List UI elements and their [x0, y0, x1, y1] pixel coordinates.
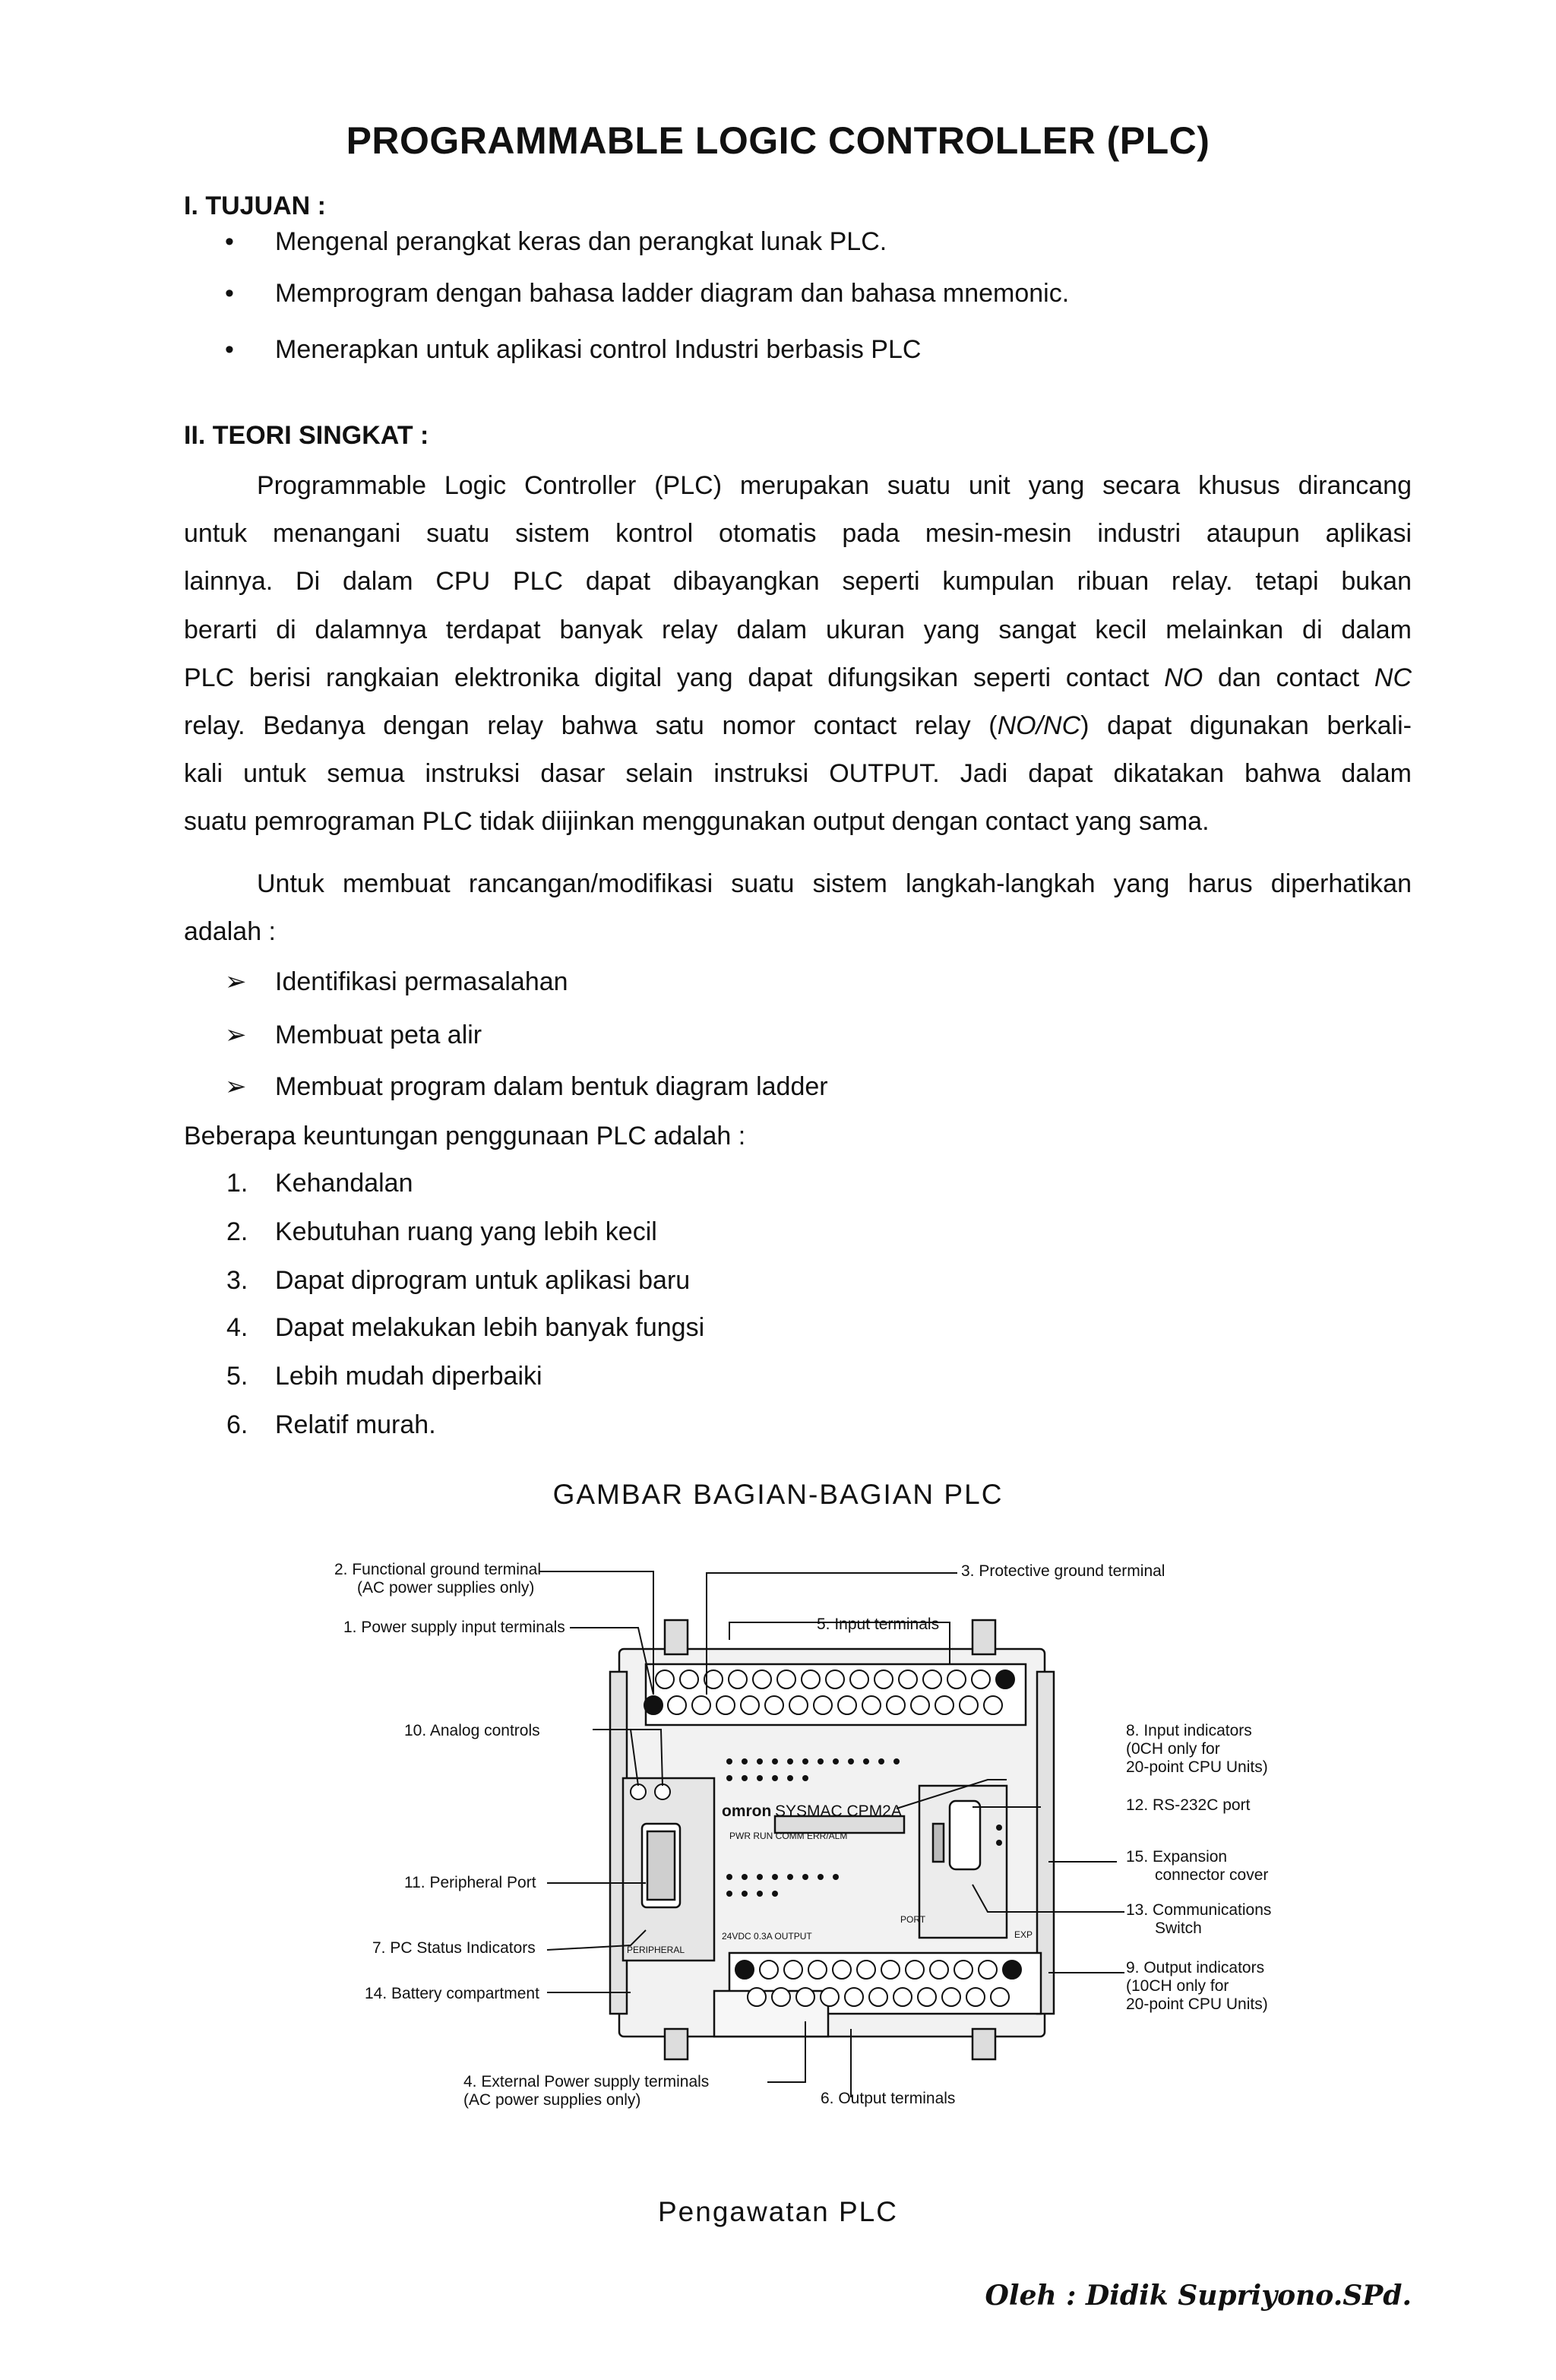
list-item: 2. Kebutuhan ruang yang lebih kecil — [226, 1217, 657, 1246]
list-item: 3. Dapat diprogram untuk aplikasi baru — [226, 1266, 691, 1295]
label-peripheral-port: 11. Peripheral Port — [404, 1874, 536, 1891]
paragraph-theory: Programmable Logic Controller (PLC) merupakan suatu unit yang secara khusus dirancang untuk menangani suatu sistem kontrol otomatis pada mesin-mesin industri ataupun aplikasi lainnya. Di dalam CPU PLC dapat dibayangkan seperti kumpulan ribuan relay. tetapi bukan berarti di dalamnya terdapat banyak relay dalam ukuran yang sangat kecil melainkan di dalam PLC berisi rangkaian elektronika digital yang dapat difungsikan seperti contact NO dan contact NC relay. Bedanya dengan relay bahwa satu nomor contact relay (NO/NC) dapat digunakan berkali- kali untuk semua instruksi dasar selain instruksi OUTPUT. Jadi dapat dikatakan bahwa dalam suatu pemrograman PLC tidak diijinkan menggunakan output dengan contact yang sama. — [184, 471, 1412, 837]
device-port-text: PORT — [900, 1914, 926, 1925]
arrow-bullet-icon: ➢ — [225, 1072, 247, 1101]
label-output-indicators-note1: (10CH only for — [1126, 1977, 1229, 1995]
label-input-indicators: 8. Input indicators — [1126, 1722, 1252, 1739]
advantages-intro: Beberapa keuntungan penggunaan PLC adalah : — [184, 1122, 746, 1150]
label-output-indicators: 9. Output indicators — [1126, 1959, 1265, 1976]
label-expansion-cover-2: connector cover — [1155, 1866, 1269, 1884]
figure-title: GAMBAR BAGIAN-BAGIAN PLC — [552, 1479, 1004, 1510]
bullet-icon: • — [225, 279, 234, 308]
label-expansion-cover: 15. Expansion — [1126, 1848, 1228, 1866]
label-input-indicators-note2: 20-point CPU Units) — [1126, 1758, 1268, 1776]
device-status-text: PWR RUN COMM ERR/ALM — [729, 1831, 848, 1841]
section-heading-tujuan: I. TUJUAN : — [184, 191, 326, 220]
arrow-bullet-icon: ➢ — [225, 967, 247, 996]
arrow-bullet-icon: ➢ — [225, 1021, 247, 1049]
paragraph-steps-intro: Untuk membuat rancangan/modifikasi suatu sistem langkah-langkah yang harus diperhatikan adalah : — [184, 869, 1412, 947]
list-item: 5. Lebih mudah diperbaiki — [226, 1362, 542, 1391]
device-output-spec: 24VDC 0.3A OUTPUT — [722, 1931, 812, 1942]
list-item: 4. Dapat melakukan lebih banyak fungsi — [226, 1313, 705, 1342]
label-functional-ground: 2. Functional ground terminal — [334, 1561, 541, 1578]
document-page: PROGRAMMABLE LOGIC CONTROLLER (PLC) I. TUJUAN : • Mengenal perangkat keras dan perangkat lunak PLC. • Memprogram dengan bahasa ladder diagram dan bahasa mnemonic. • Menerapkan untuk aplikasi control Industri berbasis PLC II. TEORI SINGKAT : Programmable Logic Controller (PLC) merupakan suatu unit yang secara khusus dirancang untuk menangani suatu sistem kontrol otomatis pada mesin-mesin industri ataupun aplikasi lainnya. Di dalam CPU PLC dapat dibayangkan seperti kumpulan ribuan relay. tetapi bukan berarti di dalamnya terdapat banyak relay dalam ukuran yang sangat kecil melainkan di dalam PLC berisi rangkaian elektronika digital yang dapat difungsikan seperti contact NO dan contact NC relay. Bedanya dengan relay bahwa satu nomor contact relay (NO/NC) dapat digunakan berkali- kali untuk semua instruksi dasar selain instruksi OUTPUT. Jadi dapat dikatakan bahwa dalam suatu pemrograman PLC tidak diijinkan menggunakan output dengan contact yang sama. Untuk membuat rancangan/modifikasi suatu sistem langkah-langkah yang harus diperhatikan adalah : ➢ Identifikasi permasalahan ➢ Membuat peta alir ➢ Membuat program dalam bentuk diagram ladder Beberapa keuntungan penggunaan PLC adalah : 1. Kehandalan 2. Kebutuhan ruang yang lebih kecil 3. Dapat diprogram untuk aplikasi baru 4. Dapat melakukan lebih banyak fungsi 5. Lebih mudah diperbaiki 6. Relatif murah. GAMBAR BAGIAN-BAGIAN PLC omron SYSMAC CPM2A PWR RUN COMM ERR/ALM PORT PERIPHERAL EXP 24VDC 0.3A OUTPUT 2. Functional ground terminal (AC power supplies only) 3. Protective ground terminal 1. Power supply input terminals 5. Input terminals 10. Analog controls 8. Input indicators (0CH only for 20-point CPU Units) 12. RS-232C port 15. Expansion connector cover 11. Peripheral Port 13. Communications Switch 7. PC Status Indicators 9. Output indicators (10CH only for 20-point CPU Units) 14. Battery compartment 4. External Power supply terminals (AC power supplies only) 6. Output terminals Pengawatan PLC Oleh : Didik Supriyono.SPd. — [0, 0, 1556, 2380]
list-item: 1. Kehandalan — [226, 1169, 413, 1198]
device-model: SYSMAC CPM2A — [775, 1802, 902, 1820]
bullet-icon: • — [225, 335, 234, 364]
page-title: PROGRAMMABLE LOGIC CONTROLLER (PLC) — [346, 119, 1210, 162]
label-communications-switch: 13. Communications — [1126, 1901, 1272, 1919]
label-output-indicators-note2: 20-point CPU Units) — [1126, 1995, 1268, 2013]
author-signature: Oleh : Didik Supriyono.SPd. — [985, 2280, 1412, 2312]
label-battery-compartment: 14. Battery compartment — [365, 1985, 539, 2002]
label-power-supply-input: 1. Power supply input terminals — [343, 1619, 565, 1636]
label-external-power-note: (AC power supplies only) — [463, 2091, 641, 2109]
label-pc-status: 7. PC Status Indicators — [372, 1939, 536, 1957]
label-input-indicators-note1: (0CH only for — [1126, 1740, 1220, 1758]
label-external-power: 4. External Power supply terminals — [463, 2073, 710, 2090]
label-communications-switch-2: Switch — [1155, 1920, 1202, 1937]
plc-parts-diagram — [319, 1550, 1292, 2128]
section-heading-teori: II. TEORI SINGKAT : — [184, 421, 429, 450]
device-peripheral-text: PERIPHERAL — [627, 1945, 685, 1955]
label-functional-ground-note: (AC power supplies only) — [357, 1579, 535, 1597]
device-brand: omron — [722, 1802, 772, 1820]
device-exp-text: EXP — [1014, 1929, 1033, 1940]
bullet-icon: • — [225, 227, 234, 256]
label-analog-controls: 10. Analog controls — [404, 1722, 540, 1739]
footer-title: Pengawatan PLC — [658, 2196, 898, 2227]
label-rs232c-port: 12. RS-232C port — [1126, 1796, 1251, 1814]
label-output-terminals: 6. Output terminals — [821, 2090, 956, 2107]
label-input-terminals: 5. Input terminals — [817, 1616, 940, 1633]
label-protective-ground: 3. Protective ground terminal — [961, 1562, 1165, 1580]
list-item: 6. Relatif murah. — [226, 1410, 436, 1439]
